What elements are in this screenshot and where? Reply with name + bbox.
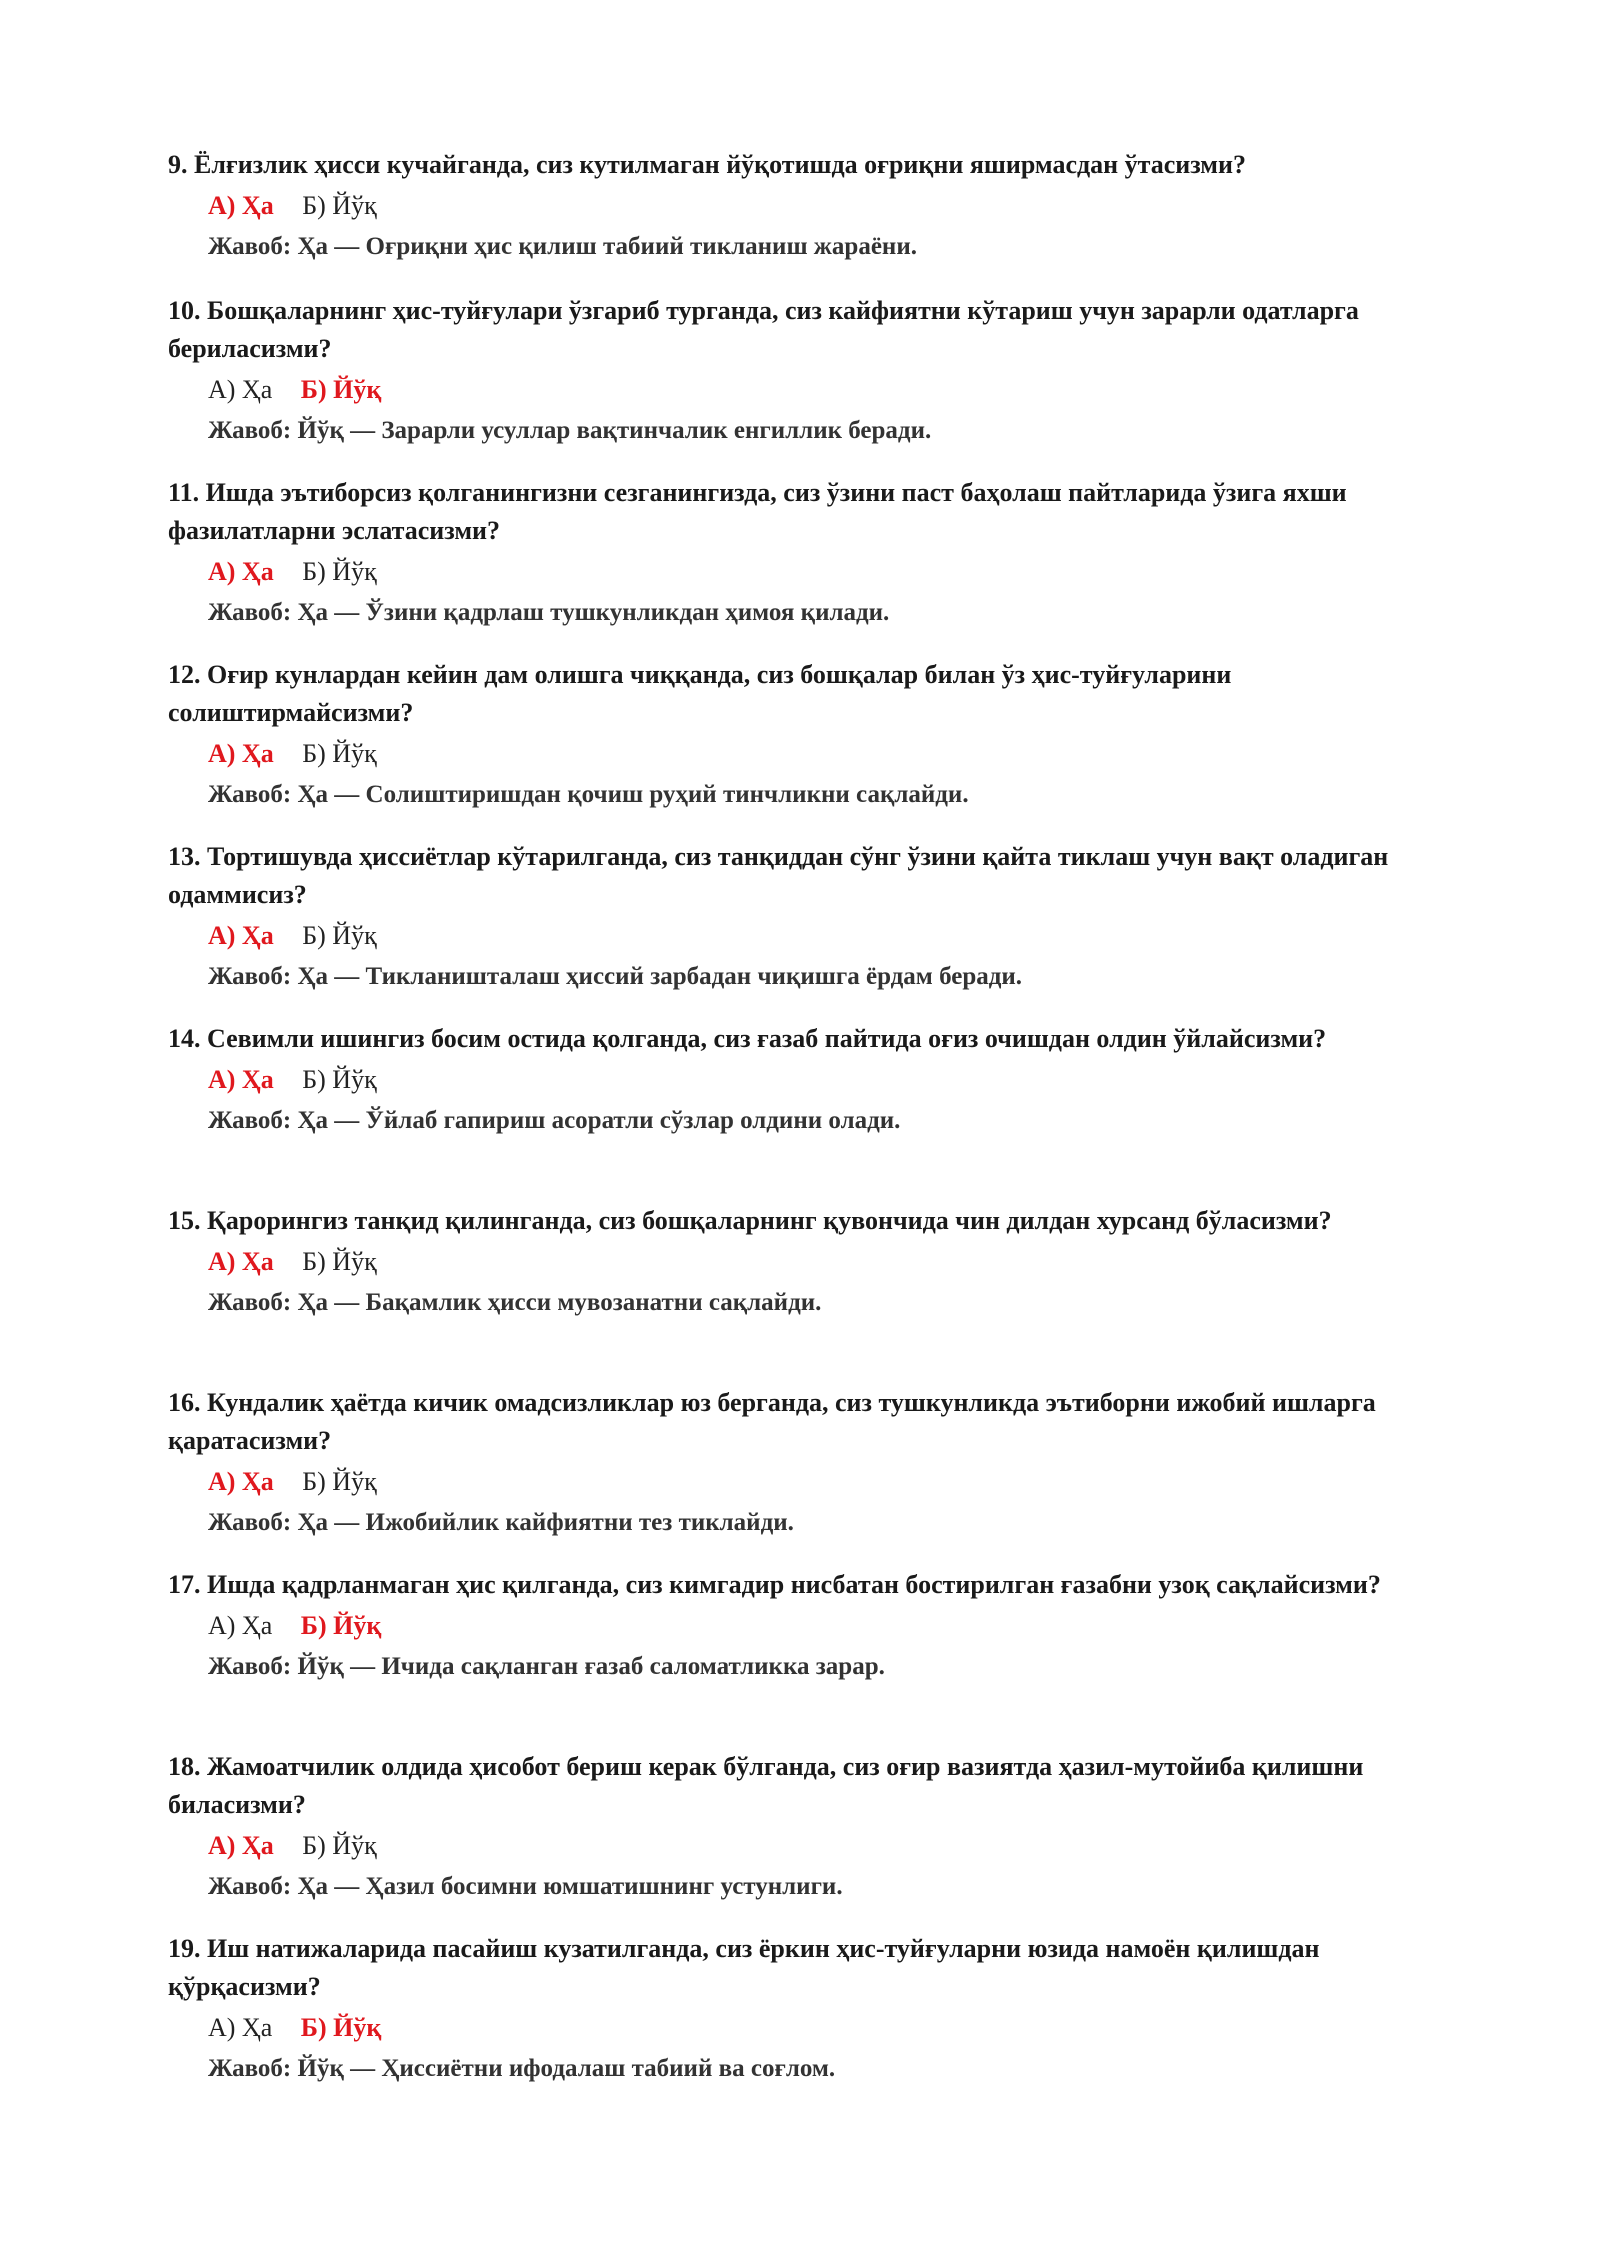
question-block-19 (168, 1930, 1458, 2087)
question-block-12 (168, 656, 1458, 813)
answer-explanation: Жавоб: Ҳа — Ўзини қадрлаш тушкунликдан ҳимоя қилади. (208, 599, 890, 626)
answer-options (208, 917, 1458, 955)
question-text: 9. Ёлғизлик ҳисси кучайганда, сиз кутилмаган йўқотишда оғриқни яширмасдан ўтасизми? (168, 150, 1246, 179)
answer-explanation: Жавоб: Ҳа — Бақамлик ҳисси мувозанатни сақлайди. (208, 1289, 822, 1316)
question-text: 15. Қарорингиз танқид қилинганда, сиз бошқаларнинг қувончида чин дилдан хурсанд бўласизми? (168, 1206, 1332, 1235)
question-block-13 (168, 838, 1458, 995)
question-text: 13. Тортишувда ҳиссиётлар кўтарилганда, сиз танқиддан сўнг ўзини қайта тиклаш учун вақт оладиган одаммисиз? (168, 842, 1389, 909)
option-a: А) Ҳа (208, 1467, 274, 1496)
answer-options (208, 1463, 1458, 1501)
answer-options (208, 735, 1458, 773)
answer-explanation: Жавоб: Ҳа — Ҳазил босимни юмшатишнинг устунлиги. (208, 1873, 843, 1900)
question-block-9 (168, 146, 1458, 265)
answer-options (208, 1243, 1458, 1281)
question-text: 16. Кундалик ҳаётда кичик омадсизликлар юз берганда, сиз тушкунликда эътиборни ижобий ишларга қаратасизми? (168, 1388, 1376, 1455)
answer-explanation: Жавоб: Йўқ — Ичида сақланган ғазаб саломатликка зарар. (208, 1653, 885, 1680)
answer-options (208, 553, 1458, 591)
answer-options (208, 1607, 1458, 1645)
option-b: Б) Йўқ (302, 921, 377, 950)
answer-options (208, 2009, 1458, 2047)
question-text: 11. Ишда эътиборсиз қолганингизни сезганингизда, сиз ўзини паст баҳолаш пайтларида ўзига яхши фазилатларни эслатасизми? (168, 478, 1347, 545)
answer-options (208, 371, 1458, 409)
option-b: Б) Йўқ (302, 1831, 377, 1860)
option-a: А) Ҳа (208, 1247, 274, 1276)
answer-explanation: Жавоб: Ҳа — Ижобийлик кайфиятни тез тиклайди. (208, 1509, 794, 1536)
question-text: 19. Иш натижаларида пасайиш кузатилганда, сиз ёркин ҳис-туйғуларни юзида намоён қилишдан қўрқасизми? (168, 1934, 1320, 2001)
option-a: А) Ҳа (208, 921, 274, 950)
option-a: А) Ҳа (208, 1611, 273, 1640)
option-a: А) Ҳа (208, 191, 274, 220)
option-b: Б) Йўқ (302, 1247, 377, 1276)
answer-options (208, 187, 1458, 225)
question-block-17 (168, 1566, 1458, 1685)
question-text: 12. Оғир кунлардан кейин дам олишга чиққанда, сиз бошқалар билан ўз ҳис-туйғуларини солиштирмайсизми? (168, 660, 1232, 727)
question-text: 14. Севимли ишингиз босим остида қолганда, сиз ғазаб пайтида оғиз очишдан олдин ўйлайсизми? (168, 1024, 1327, 1053)
answer-explanation: Жавоб: Йўқ — Ҳиссиётни ифодалаш табиий ва соғлом. (208, 2055, 836, 2082)
option-b: Б) Йўқ (300, 1611, 382, 1640)
question-block-16 (168, 1384, 1458, 1541)
option-b: Б) Йўқ (300, 375, 382, 404)
option-a: А) Ҳа (208, 375, 273, 404)
answer-explanation: Жавоб: Ҳа — Оғриқни ҳис қилиш табиий тикланиш жараёни. (208, 233, 917, 260)
question-text: 18. Жамоатчилик олдида ҳисобот бериш керак бўлганда, сиз оғир вазиятда ҳазил-мутойиба қилишни биласизми? (168, 1752, 1364, 1819)
option-a: А) Ҳа (208, 557, 274, 586)
answer-options (208, 1827, 1458, 1865)
answer-explanation: Жавоб: Ҳа — Тикланишталаш ҳиссий зарбадан чиқишга ёрдам беради. (208, 963, 1023, 990)
option-a: А) Ҳа (208, 739, 274, 768)
question-block-11 (168, 474, 1458, 631)
option-b: Б) Йўқ (302, 1467, 377, 1496)
answer-explanation: Жавоб: Йўқ — Зарарли усуллар вақтинчалик енгиллик беради. (208, 417, 932, 444)
option-b: Б) Йўқ (302, 1065, 377, 1094)
answer-options (208, 1061, 1458, 1099)
answer-explanation: Жавоб: Ҳа — Ўйлаб гапириш асоратли сўзлар олдини олади. (208, 1107, 901, 1134)
option-a: А) Ҳа (208, 2013, 273, 2042)
answer-explanation: Жавоб: Ҳа — Солиштиришдан қочиш руҳий тинчликни сақлайди. (208, 781, 969, 808)
question-block-18 (168, 1748, 1458, 1905)
question-block-15 (168, 1202, 1458, 1321)
question-text: 17. Ишда қадрланмаган ҳис қилганда, сиз кимгадир нисбатан бостирилган ғазабни узоқ сақлайсизми? (168, 1570, 1381, 1599)
option-b: Б) Йўқ (302, 739, 377, 768)
option-b: Б) Йўқ (300, 2013, 382, 2042)
question-text: 10. Бошқаларнинг ҳис-туйғулари ўзгариб турганда, сиз кайфиятни кўтариш учун зарарли одатларга бериласизми? (168, 296, 1359, 363)
option-a: А) Ҳа (208, 1831, 274, 1860)
option-a: А) Ҳа (208, 1065, 274, 1094)
question-block-10 (168, 292, 1458, 449)
option-b: Б) Йўқ (302, 557, 377, 586)
question-block-14 (168, 1020, 1458, 1139)
option-b: Б) Йўқ (302, 191, 377, 220)
